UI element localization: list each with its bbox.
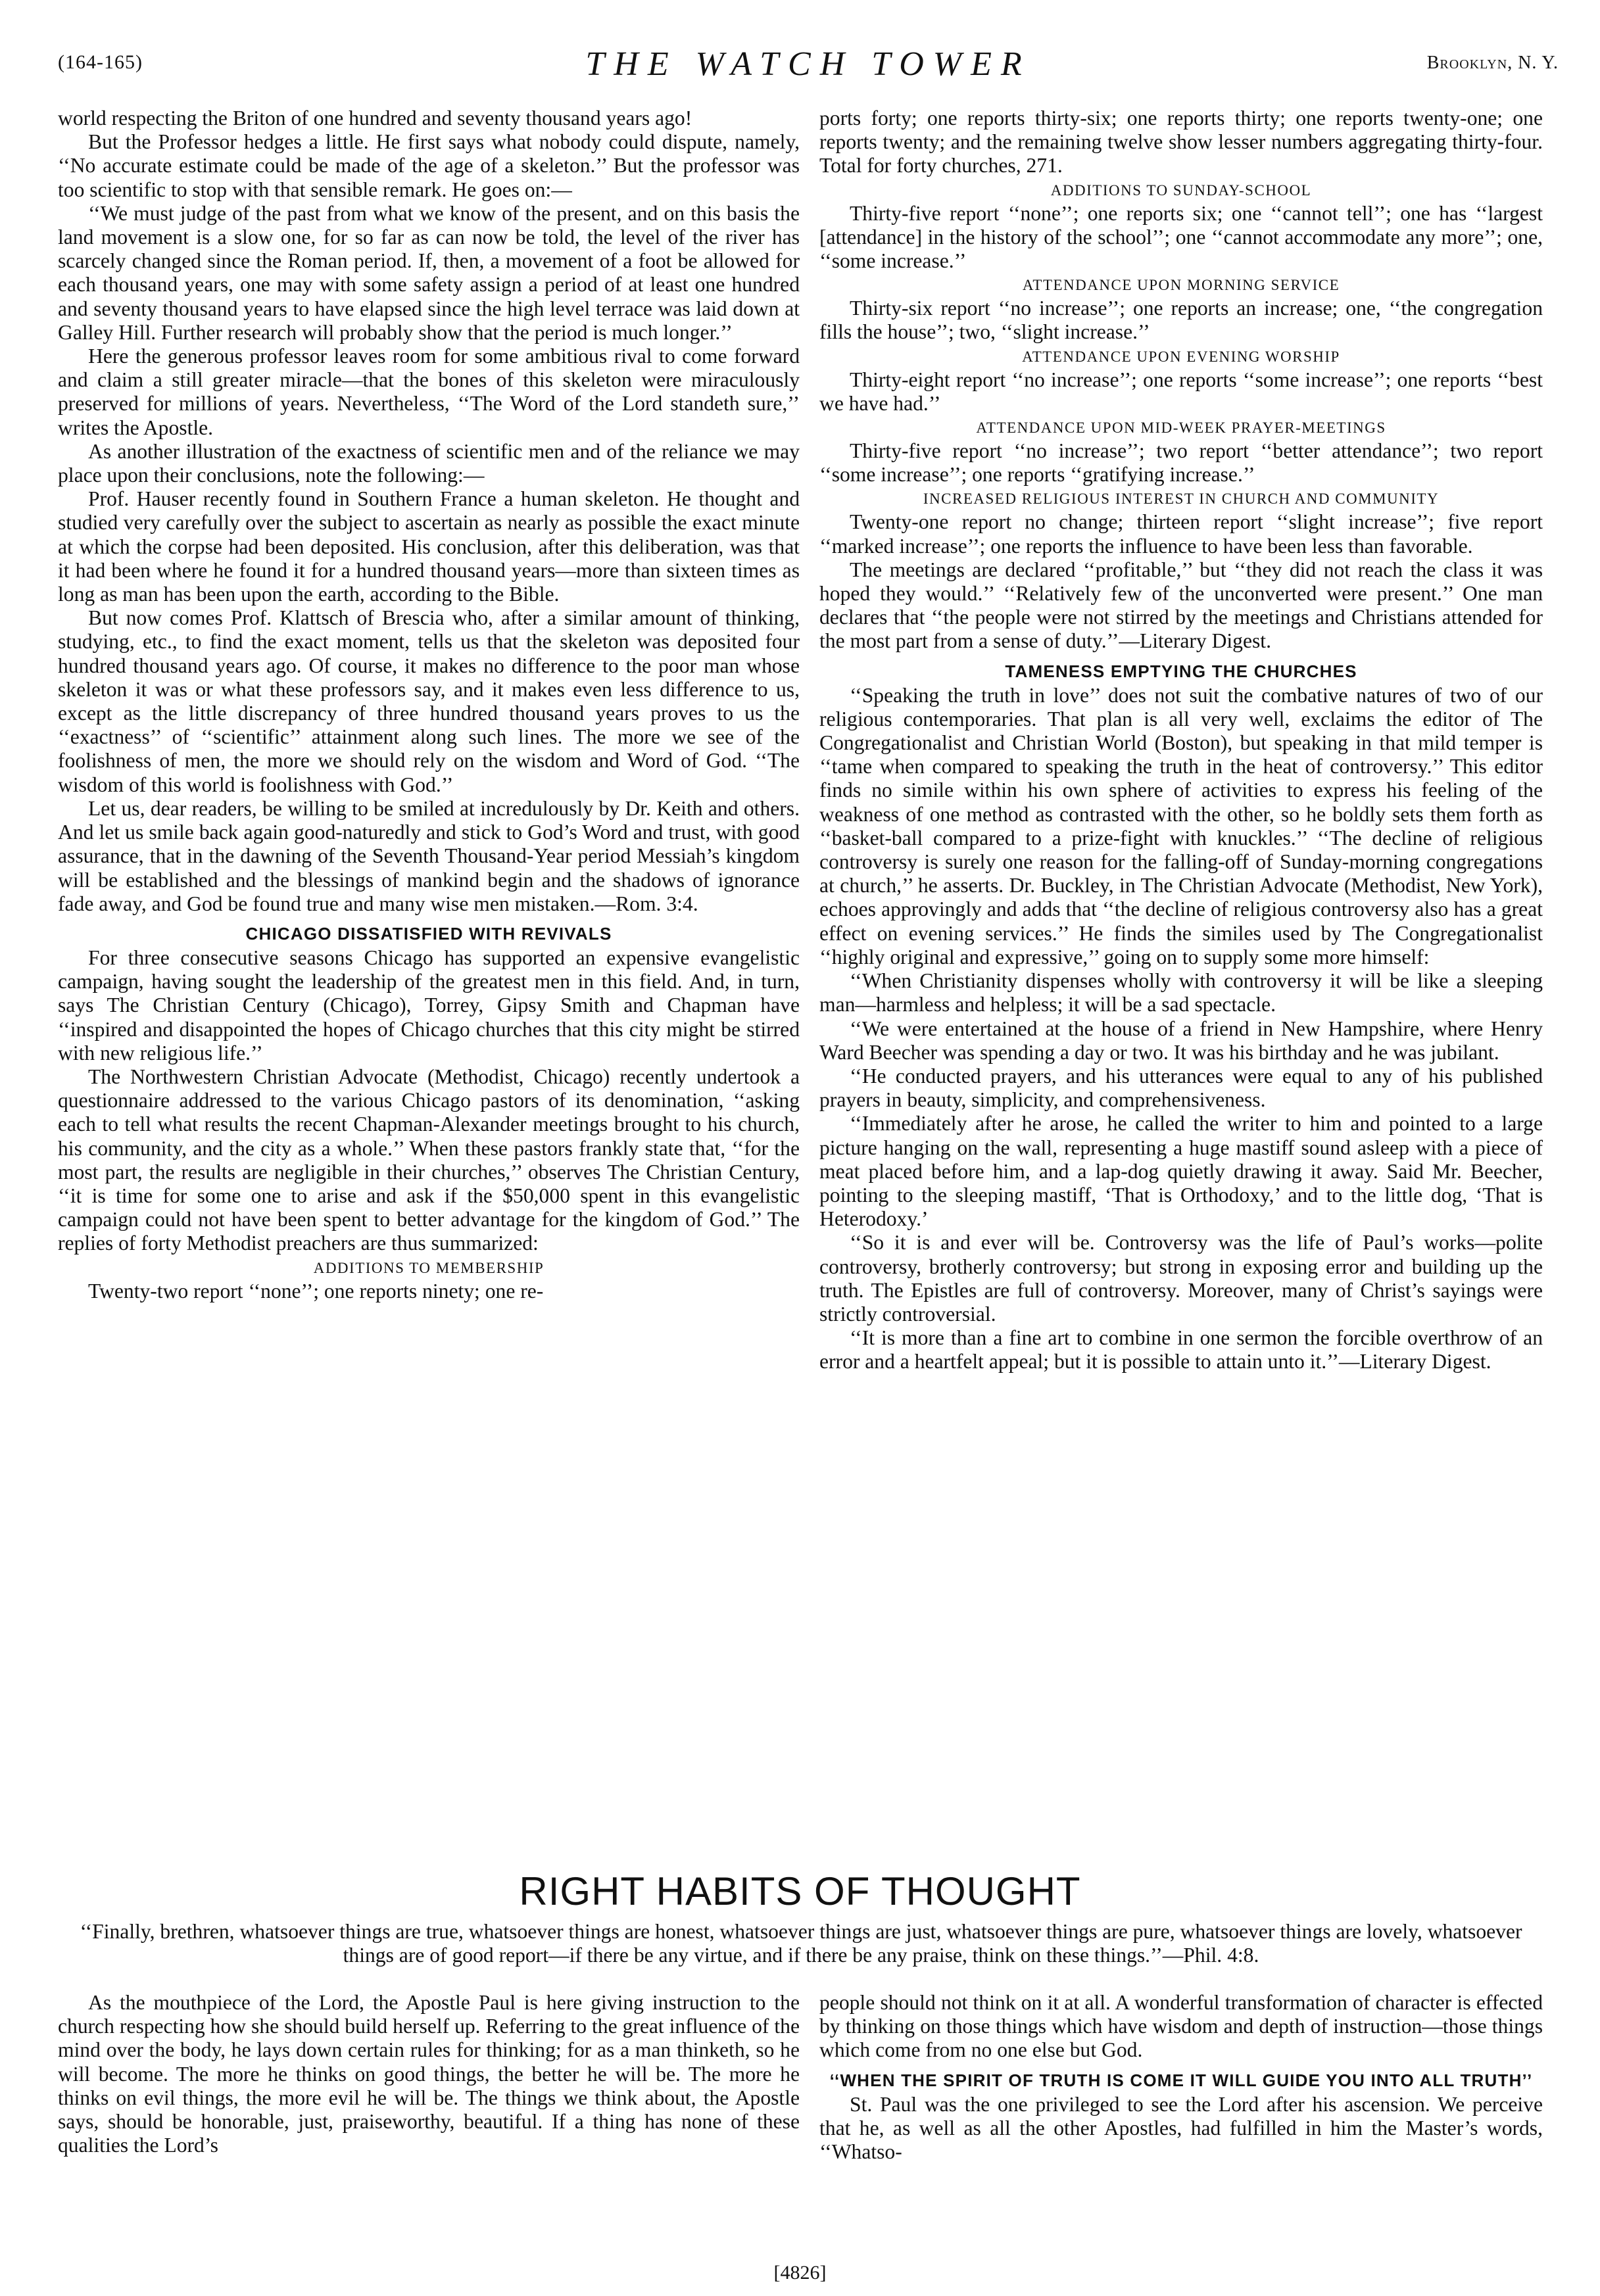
page-number: [4826] xyxy=(773,2262,827,2284)
page-range: (164-165) xyxy=(58,51,143,73)
article-title: RIGHT HABITS OF THOUGHT xyxy=(519,1869,1081,1913)
paragraph: Prof. Hauser recently found in Southern France a human skeleton. He thought and studied very carefully over the subject to ascertain as nearly as possible the exact minute at which the corpse had been deposited. His conclusion, after this deliberation, was that it had been where he found it for a hundred thousand years—more than sixteen times as long as man has been upon the earth, according to the Bible. xyxy=(58,487,800,606)
paragraph: Thirty-five report ‘‘no increase’’; two report ‘‘better attendance’’; two report ‘‘some increase’’; one reports ‘‘gratifying increase.’’ xyxy=(819,439,1543,487)
paragraph: ‘‘It is more than a fine art to combine in one sermon the forcible overthrow of an error and a heartfelt appeal; but it is possible to attain unto it.’’—Literary Digest. xyxy=(819,1326,1543,1374)
section-heading: TAMENESS EMPTYING THE CHURCHES xyxy=(1005,661,1357,681)
paragraph: ‘‘Immediately after he arose, he called the writer to him and pointed to a large picture hanging on the wall, representing a huge mastiff sound asleep with a piece of meat placed before him, and a lap-dog quietly drawing it away. Said Mr. Beecher, pointing to the sleeping mastiff, ‘That is Orthodoxy,’ and to the little dog, ‘That is Heterodoxy.’ xyxy=(819,1112,1543,1231)
paragraph: ports forty; one reports thirty-six; one reports thirty; one reports twenty-one; one reports twenty; and the remaining twelve show lesser numbers aggregating thirty-four. Total for forty churches, 271. xyxy=(819,107,1543,178)
paragraph: Let us, dear readers, be willing to be smiled at incredulously by Dr. Keith and others. And let us smile back again good-naturedly and stick to God’s Word and trust, with good assurance, that in the dawning of the Seventh Thousand-Year period Messiah’s kingdom will be established and the blessings of mankind begin and the shadows of ignorance fade away, and God be found true and many wise men mistaken.—Rom. 3:4. xyxy=(58,796,800,915)
paragraph: The Northwestern Christian Advocate (Methodist, Chicago) recently undertook a questionnaire addressed to the various Chicago pastors of its denomination, ‘‘asking each to tell what results the recent Chapman-Alexander meetings brought to his church, his community, and the city as a whole.’’ When these pastors frankly state that, ‘‘for the most part, the results are negligible in their churches,’’ observes The Christian Century, ‘‘it is time for some one to arise and ask if the $50,000 spent in this evangelistic campaign could not have been spent to better advantage for the kingdom of God.’’ The replies of forty Methodist preachers are thus summarized: xyxy=(58,1064,800,1255)
subheading: ATTENDANCE UPON EVENING WORSHIP xyxy=(1022,348,1340,365)
paragraph: Thirty-eight report ‘‘no increase’’; one reports ‘‘some increase’’; one reports ‘‘best we have had.’’ xyxy=(819,368,1543,415)
paragraph: Twenty-one report no change; thirteen report ‘‘slight increase’’; five report ‘‘marked increase’’; one reports the influence to have been less than favorable. xyxy=(819,510,1543,558)
paragraph: people should not think on it at all. A wonderful transformation of character is effected by thinking on those things which have wisdom and depth of instruction—those things which come from no one else but God. xyxy=(819,1991,1543,2062)
paragraph: ‘‘He conducted prayers, and his utterances were equal to any of his published prayers in beauty, simplicity, and comprehensiveness. xyxy=(819,1064,1543,1112)
subheading: ATTENDANCE UPON MID-WEEK PRAYER-MEETINGS xyxy=(976,419,1386,437)
paragraph: Thirty-five report ‘‘none’’; one reports six; one ‘‘cannot tell’’; one has ‘‘largest [attendance] in the history of the school’’; one ‘‘cannot accommodate any more’’; one, ‘‘some increase.’’ xyxy=(819,201,1543,273)
paragraph: ‘‘So it is and ever will be. Controversy was the life of Paul’s works—polite controversy, brotherly controversy; but strong in exposing error and building up the truth. The Epistles are full of controversy. Moreover, many of Christ’s sayings were strictly controversial. xyxy=(819,1231,1543,1326)
column-bottom-left xyxy=(58,1991,800,2157)
paragraph: ‘‘When Christianity dispenses wholly with controversy it will be like a sleeping man—harmless and helpless; it will be a sad spectacle. xyxy=(819,969,1543,1016)
running-head xyxy=(58,45,1559,84)
subheading: INCREASED RELIGIOUS INTEREST IN CHURCH AND COMMUNITY xyxy=(923,490,1440,508)
paragraph: As another illustration of the exactness of scientific men and of the reliance we may place upon their conclusions, note the following:— xyxy=(58,439,800,487)
paragraph: Twenty-two report ‘‘none’’; one reports ninety; one re- xyxy=(88,1279,544,1303)
section-heading: ‘‘WHEN THE SPIRIT OF TRUTH IS COME IT WILL GUIDE YOU INTO ALL TRUTH’’ xyxy=(829,2070,1533,2090)
paragraph: St. Paul was the one privileged to see the Lord after his ascension. We perceive that he, as well as all the other Apostles, had fulfilled in him the Master’s words, ‘‘Whatso- xyxy=(819,2092,1543,2164)
paragraph: But now comes Prof. Klattsch of Brescia who, after a similar amount of thinking, studying, etc., to find the exact moment, tells us that the skeleton was deposited four hundred thousand years ago. Of course, it makes no difference to the poor man whose skeleton it was or what these professors say, and it makes even less difference to us, except as the little discrepancy of three hundred thousand years proves to us the ‘‘exactness’’ of ‘‘scientific’’ attainment along such lines. The more we see of the foolishness of men, the more we should rely on the wisdom and Word of God. ‘‘The wisdom of this world is foolishness with God.’’ xyxy=(58,606,800,796)
subheading: ADDITIONS TO SUNDAY-SCHOOL xyxy=(1050,181,1312,199)
paragraph: world respecting the Briton of one hundred and seventy thousand years ago! xyxy=(58,107,692,130)
paragraph: Thirty-six report ‘‘no increase’’; one reports an increase; one, ‘‘the congregation fills the house’’; two, ‘‘slight increase.’’ xyxy=(819,297,1543,344)
column-top-left xyxy=(58,107,800,1303)
column-top-right xyxy=(819,107,1543,1374)
paragraph: For three consecutive seasons Chicago has supported an expensive evangelistic campaign, having sought the leadership of the greatest men in this field. And, in turn, says The Christian Century (Chicago), Torrey, Gipsy Smith and Chapman have ‘‘inspired and disappointed the hopes of Chicago churches that this city might be stirred with new religious life.’’ xyxy=(58,945,800,1064)
column-bottom-right xyxy=(819,1991,1543,2164)
paragraph: ‘‘We must judge of the past from what we know of the present, and on this basis the land movement is a slow one, for so far as can now be told, the level of the river has scarcely changed since the Roman period. If, then, a movement of a foot be allowed for each thousand years, one may with some safety assign a period of at least one hundred and seventy thousand years to have elapsed since the high level terrace was laid down at Galley Hill. Further research will probably show that the period is much longer.’’ xyxy=(58,201,800,344)
paragraph: Here the generous professor leaves room for some ambitious rival to come forward and claim a still greater miracle—that the bones of this skeleton were miraculously preserved for millions of years. Nevertheless, ‘‘The Word of the Lord standeth sure,’’ writes the Apostle. xyxy=(58,345,800,439)
article-epigraph: ‘‘Finally, brethren, whatsoever things are true, whatsoever things are honest, whatsoever things are just, whatsoever things are pure, whatsoever things are lovely, whatsoever things are of good report—if there be any virtue, and if there be any praise, think on these things.’’—Phil. 4:8. xyxy=(80,1920,1522,1967)
subheading: ADDITIONS TO MEMBERSHIP xyxy=(313,1259,545,1276)
paragraph: But the Professor hedges a little. He first says what nobody could dispute, namely, ‘‘No accurate estimate could be made of the age of a skeleton.’’ But the professor was too scientific to stop with that sensible remark. He goes on:— xyxy=(58,130,800,201)
publication-location: Brooklyn, N. Y. xyxy=(1426,53,1559,73)
paragraph: The meetings are declared ‘‘profitable,’’ but ‘‘they did not reach the class it was hoped they would.’’ ‘‘Relatively few of the unconverted were present.’’ One man declares that ‘‘the people were not stirred by the meetings and Christians attended for the most part from a sense of duty.’’—Literary Digest. xyxy=(819,558,1543,653)
subheading: ATTENDANCE UPON MORNING SERVICE xyxy=(1022,277,1340,294)
paragraph: As the mouthpiece of the Lord, the Apostle Paul is here giving instruction to the church respecting how she should build herself up. Referring to the great influence of the mind over the body, he lays down certain rules for thinking; for as a man thinketh, so he will become. The more he thinks on good things, the better he will be. The more he thinks on evil things, the more evil he will be. The things we think about, the Apostle says, should be honorable, just, praiseworthy, beautiful. If a thing has none of these qualities the Lord’s xyxy=(58,1991,800,2157)
publication-title: THE WATCH TOWER xyxy=(585,45,1031,83)
paragraph: ‘‘We were entertained at the house of a friend in New Hampshire, where Henry Ward Beecher was spending a day or two. It was his birthday and he was jubilant. xyxy=(819,1016,1543,1064)
paragraph: ‘‘Speaking the truth in love’’ does not suit the combative natures of two of our religious contemporaries. That plan is all very well, exclaims the editor of The Congregationalist and Christian World (Boston), but speaking in that mild temper is ‘‘tame when compared to speaking the truth in the heat of controversy.’’ This editor finds no simile within his own sphere of activities to express his feeling of the weakness of one method as contrasted with the other, so he boldly sets them forth as ‘‘basket-ball compared to a prize-fight with knuckles.’’ ‘‘The decline of religious controversy is surely one reason for the falling-off of Sunday-morning congregations at church,’’ he asserts. Dr. Buckley, in The Christian Advocate (Methodist, New York), echoes approvingly and adds that ‘‘the decline of religious controversy also has a great effect on evening services.’’ He finds the similes used by The Congregationalist ‘‘highly original and expressive,’’ going on to supply some more himself: xyxy=(819,683,1543,969)
section-heading: CHICAGO DISSATISFIED WITH REVIVALS xyxy=(245,923,612,944)
